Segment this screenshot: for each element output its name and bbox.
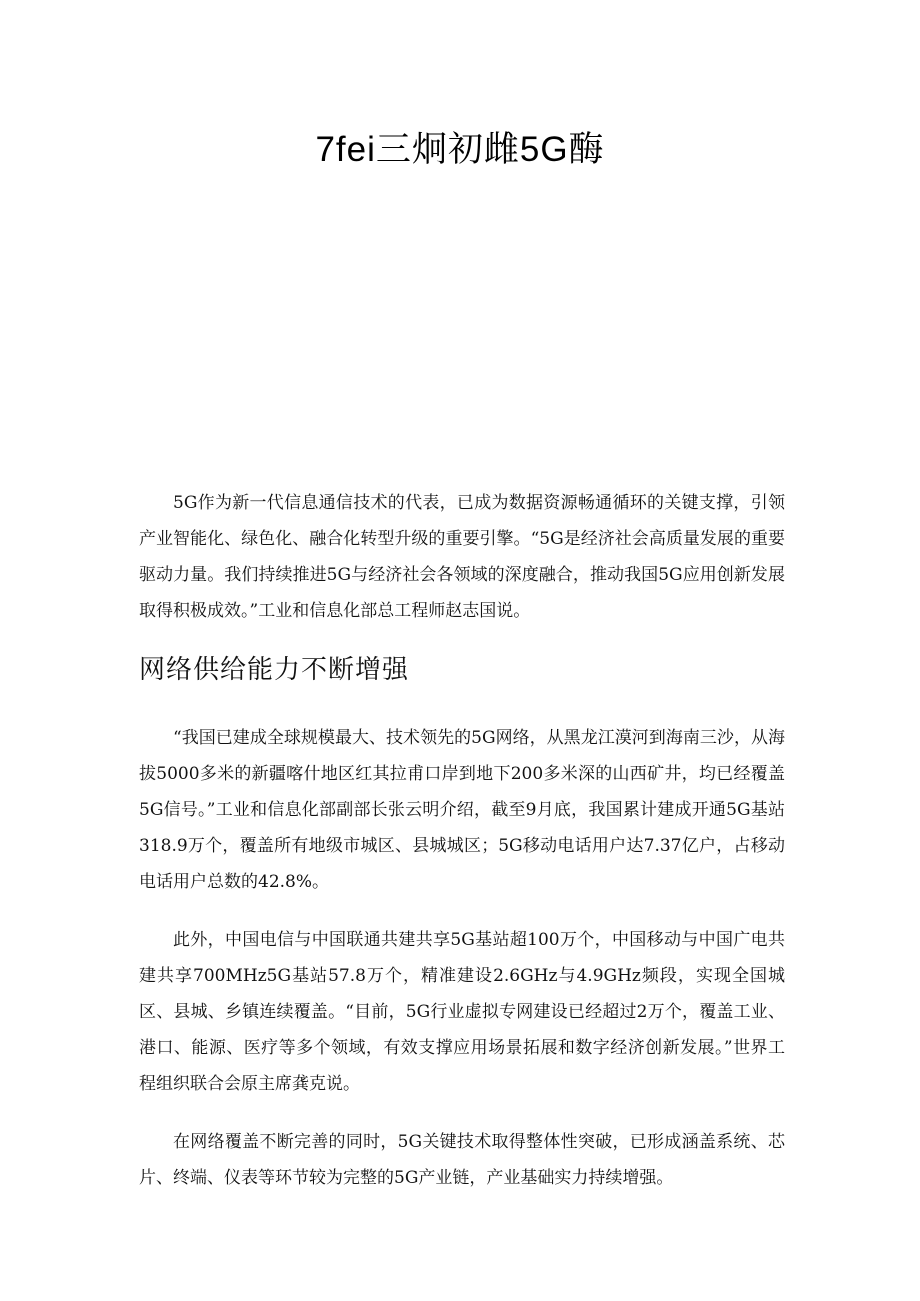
paragraph-industry-chain: 在网络覆盖不断完善的同时，5G关键技术取得整体性突破，已形成涵盖系统、芯片、终端、仪表等环节较为完整的5G产业链，产业基础实力持续增强。: [139, 1132, 785, 1188]
paragraph-network: “我国已建成全球规模最大、技术领先的5G网络，从黑龙江漠河到海南三沙，从海拔5000多米的新疆喀什地区红其拉甫口岸到地下200多米深的山西矿井，均已经覆盖5G信号。”工业和信息化部副部长张云明介绍，截至9月底，我国累计建成开通5G基站318.9万个，覆盖所有地级市城区、县城城区；5G移动电话用户达7.37亿户，占移动电话用户总数的42.8%。: [139, 728, 785, 892]
paragraph-sharing: 此外，中国电信与中国联通共建共享5G基站超100万个，中国移动与中国广电共建共享700MHz5G基站57.8万个，精准建设2.6GHz与4.9GHz频段，实现全国城区、县城、乡镇连续覆盖。“目前，5G行业虚拟专网建设已经超过2万个，覆盖工业、港口、能源、医疗等多个领域，有效支撑应用场景拓展和数字经济创新发展。”世界工程组织联合会原主席龚克说。: [139, 930, 785, 1094]
section-heading: 网络供给能力不断增强: [139, 655, 410, 685]
document-title: 7fei三炯初雌5G酶: [315, 130, 605, 169]
paragraph-intro: 5G作为新一代信息通信技术的代表，已成为数据资源畅通循环的关键支撑，引领产业智能化、绿色化、融合化转型升级的重要引擎。“5G是经济社会高质量发展的重要驱动力量。我们持续推进5G与经济社会各领域的深度融合，推动我国5G应用创新发展取得积极成效。”工业和信息化部总工程师赵志国说。: [139, 493, 785, 621]
